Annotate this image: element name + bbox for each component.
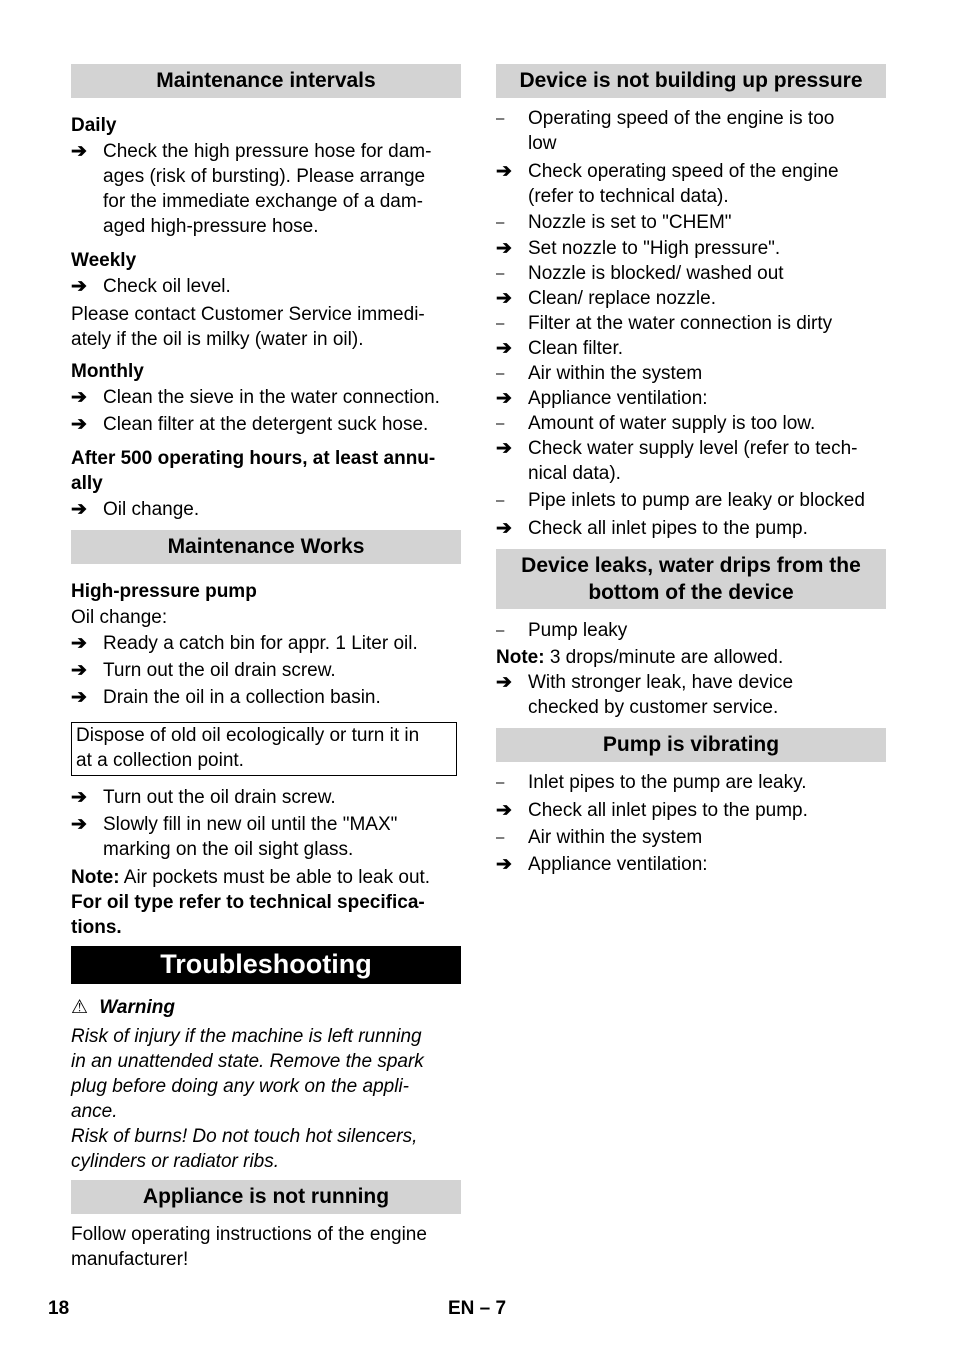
- list-item-text: Appliance ventilation:: [528, 854, 708, 875]
- maintenance-works-heading: Maintenance Works: [71, 530, 461, 564]
- list-item: ➔ Turn out the oil drain screw.: [71, 660, 336, 681]
- list-item: [496, 516, 888, 541]
- warning-text-burns: Risk of burns! Do not touch hot silencers, cylinders or radiator ribs.: [71, 1126, 418, 1172]
- dash-marker: –: [496, 365, 505, 382]
- list-item: – Pump leaky: [496, 620, 628, 641]
- dash-marker: –: [496, 492, 505, 509]
- drops-note: [496, 645, 888, 670]
- list-item-text: Check operating speed of the engine (refer to technical data).: [528, 161, 839, 207]
- list-item: [496, 286, 888, 311]
- list-item-text: Amount of water supply is too low.: [528, 413, 816, 434]
- arrow-icon: ➔: [496, 518, 512, 539]
- list-item-text: Check all inlet pipes to the pump.: [528, 800, 808, 821]
- list-item-text: Nozzle is set to "CHEM": [528, 212, 732, 233]
- arrow-icon: ➔: [496, 854, 512, 875]
- arrow-icon: ➔: [71, 499, 87, 520]
- list-item: [496, 311, 888, 336]
- dash-marker: –: [496, 415, 505, 432]
- arrow-icon: ➔: [71, 387, 87, 408]
- oil-change-label: Oil change:: [71, 607, 168, 628]
- dash-marker: –: [496, 774, 505, 791]
- not-running-text: Follow operating instructions of the engine manufacturer!: [71, 1224, 427, 1270]
- arrow-icon: ➔: [496, 438, 512, 459]
- page-number: 18: [48, 1298, 70, 1319]
- list-item: [496, 210, 888, 235]
- list-item: [496, 770, 888, 795]
- list-item: ➔ Turn out the oil drain screw.: [71, 787, 336, 808]
- list-item: [496, 411, 888, 436]
- list-item-text: Check water supply level (refer to tech- nical data).: [528, 438, 858, 484]
- list-item-text: Air within the system: [528, 363, 703, 384]
- dash-marker: –: [496, 214, 505, 231]
- arrow-icon: ➔: [496, 672, 512, 693]
- list-item: ➔ Ready a catch bin for appr. 1 Liter oil.: [71, 633, 418, 654]
- maintenance-intervals-heading: Maintenance intervals: [71, 64, 461, 98]
- list-item: [496, 825, 888, 850]
- arrow-icon: ➔: [496, 161, 512, 182]
- arrow-icon: ➔: [496, 238, 512, 259]
- list-item: ➔ Slowly fill in new oil until the "MAX" marking on the oil sight glass.: [71, 814, 398, 860]
- arrow-icon: ➔: [71, 660, 87, 681]
- weekly-label: Weekly: [71, 250, 137, 271]
- note-text: Air pockets must be able to leak out.: [119, 867, 431, 888]
- list-item: [496, 798, 888, 823]
- dash-marker: –: [496, 622, 505, 639]
- list-item: [496, 159, 888, 209]
- list-item: ➔ Clean filter at the detergent suck hose.: [71, 414, 429, 435]
- note-text: 3 drops/minute are allowed.: [544, 647, 784, 668]
- arrow-icon: ➔: [71, 276, 87, 297]
- after-500-hours-label: After 500 operating hours, at least annu- ally: [71, 448, 436, 494]
- warning-icon: ⚠: [71, 997, 89, 1018]
- warning-heading: [71, 995, 463, 1020]
- list-item: [496, 488, 888, 513]
- arrow-icon: ➔: [496, 288, 512, 309]
- arrow-icon: ➔: [71, 633, 87, 654]
- list-item-text: Clean/ replace nozzle.: [528, 288, 716, 309]
- environment-notice-box: Dispose of old oil ecologically or turn it in at a collection point.: [71, 722, 457, 776]
- list-item-text: Pipe inlets to pump are leaky or blocked: [528, 490, 865, 511]
- list-item: [496, 236, 888, 261]
- list-item-text: Check all inlet pipes to the pump.: [528, 518, 808, 539]
- list-item-text: Appliance ventilation:: [528, 388, 708, 409]
- note-label: Note:: [496, 647, 545, 668]
- list-item: ➔ Check the high pressure hose for dam- ages (risk of bursting). Please arrange for the immediate exchange of a dam- aged high-pressure hose.: [71, 141, 432, 237]
- arrow-icon: ➔: [71, 414, 87, 435]
- list-item: [496, 436, 888, 486]
- no-pressure-heading: Device is not building up pressure: [496, 64, 886, 98]
- note-label: Note:: [71, 867, 120, 888]
- appliance-not-running-heading: Appliance is not running: [71, 1180, 461, 1214]
- list-item: [496, 261, 888, 286]
- arrow-icon: ➔: [496, 800, 512, 821]
- list-item-text: Set nozzle to "High pressure".: [528, 238, 781, 259]
- device-leaks-heading: Device leaks, water drips from the bottom of the device: [496, 549, 886, 609]
- dash-marker: –: [496, 265, 505, 282]
- list-item: [496, 336, 888, 361]
- arrow-icon: ➔: [496, 388, 512, 409]
- list-item-text: Nozzle is blocked/ washed out: [528, 263, 784, 284]
- daily-label: Daily: [71, 115, 117, 136]
- pump-vibrating-heading: Pump is vibrating: [496, 728, 886, 762]
- list-item-text: Air within the system: [528, 827, 703, 848]
- list-item-text: Filter at the water connection is dirty: [528, 313, 833, 334]
- dash-marker: –: [496, 110, 505, 127]
- list-item-text: Inlet pipes to the pump are leaky.: [528, 772, 807, 793]
- warning-text-injury: Risk of injury if the machine is left running in an unattended state. Remove the spark plug before doing any work on the appli- ance.: [71, 1026, 424, 1122]
- arrow-icon: ➔: [71, 814, 87, 835]
- warning-label: Warning: [99, 997, 175, 1018]
- dash-marker: –: [496, 315, 505, 332]
- air-pockets-note: [71, 865, 463, 890]
- list-item-text: Clean filter.: [528, 338, 624, 359]
- arrow-icon: ➔: [496, 338, 512, 359]
- monthly-label: Monthly: [71, 361, 144, 382]
- list-item: ➔ Drain the oil in a collection basin.: [71, 687, 381, 708]
- arrow-icon: ➔: [71, 141, 87, 162]
- list-item: [496, 361, 888, 386]
- list-item: ➔ Oil change.: [71, 499, 200, 520]
- list-item: ➔ Clean the sieve in the water connection.: [71, 387, 440, 408]
- high-pressure-pump-label: High-pressure pump: [71, 581, 257, 602]
- dash-marker: –: [496, 829, 505, 846]
- weekly-note: Please contact Customer Service immedi- ately if the oil is milky (water in oil).: [71, 304, 425, 350]
- troubleshooting-title: Troubleshooting: [71, 946, 461, 984]
- list-item: ➔ Check oil level.: [71, 276, 231, 297]
- list-item: [496, 386, 888, 411]
- section-label: EN – 7: [448, 1298, 507, 1319]
- list-item-text: Operating speed of the engine is too low: [528, 108, 835, 154]
- list-item: [496, 106, 888, 156]
- list-item: ➔ With stronger leak, have device checked by customer service.: [496, 672, 794, 718]
- arrow-icon: ➔: [71, 687, 87, 708]
- oil-type-note: For oil type refer to technical specifica- tions.: [71, 892, 425, 938]
- list-item: [496, 852, 888, 877]
- arrow-icon: ➔: [71, 787, 87, 808]
